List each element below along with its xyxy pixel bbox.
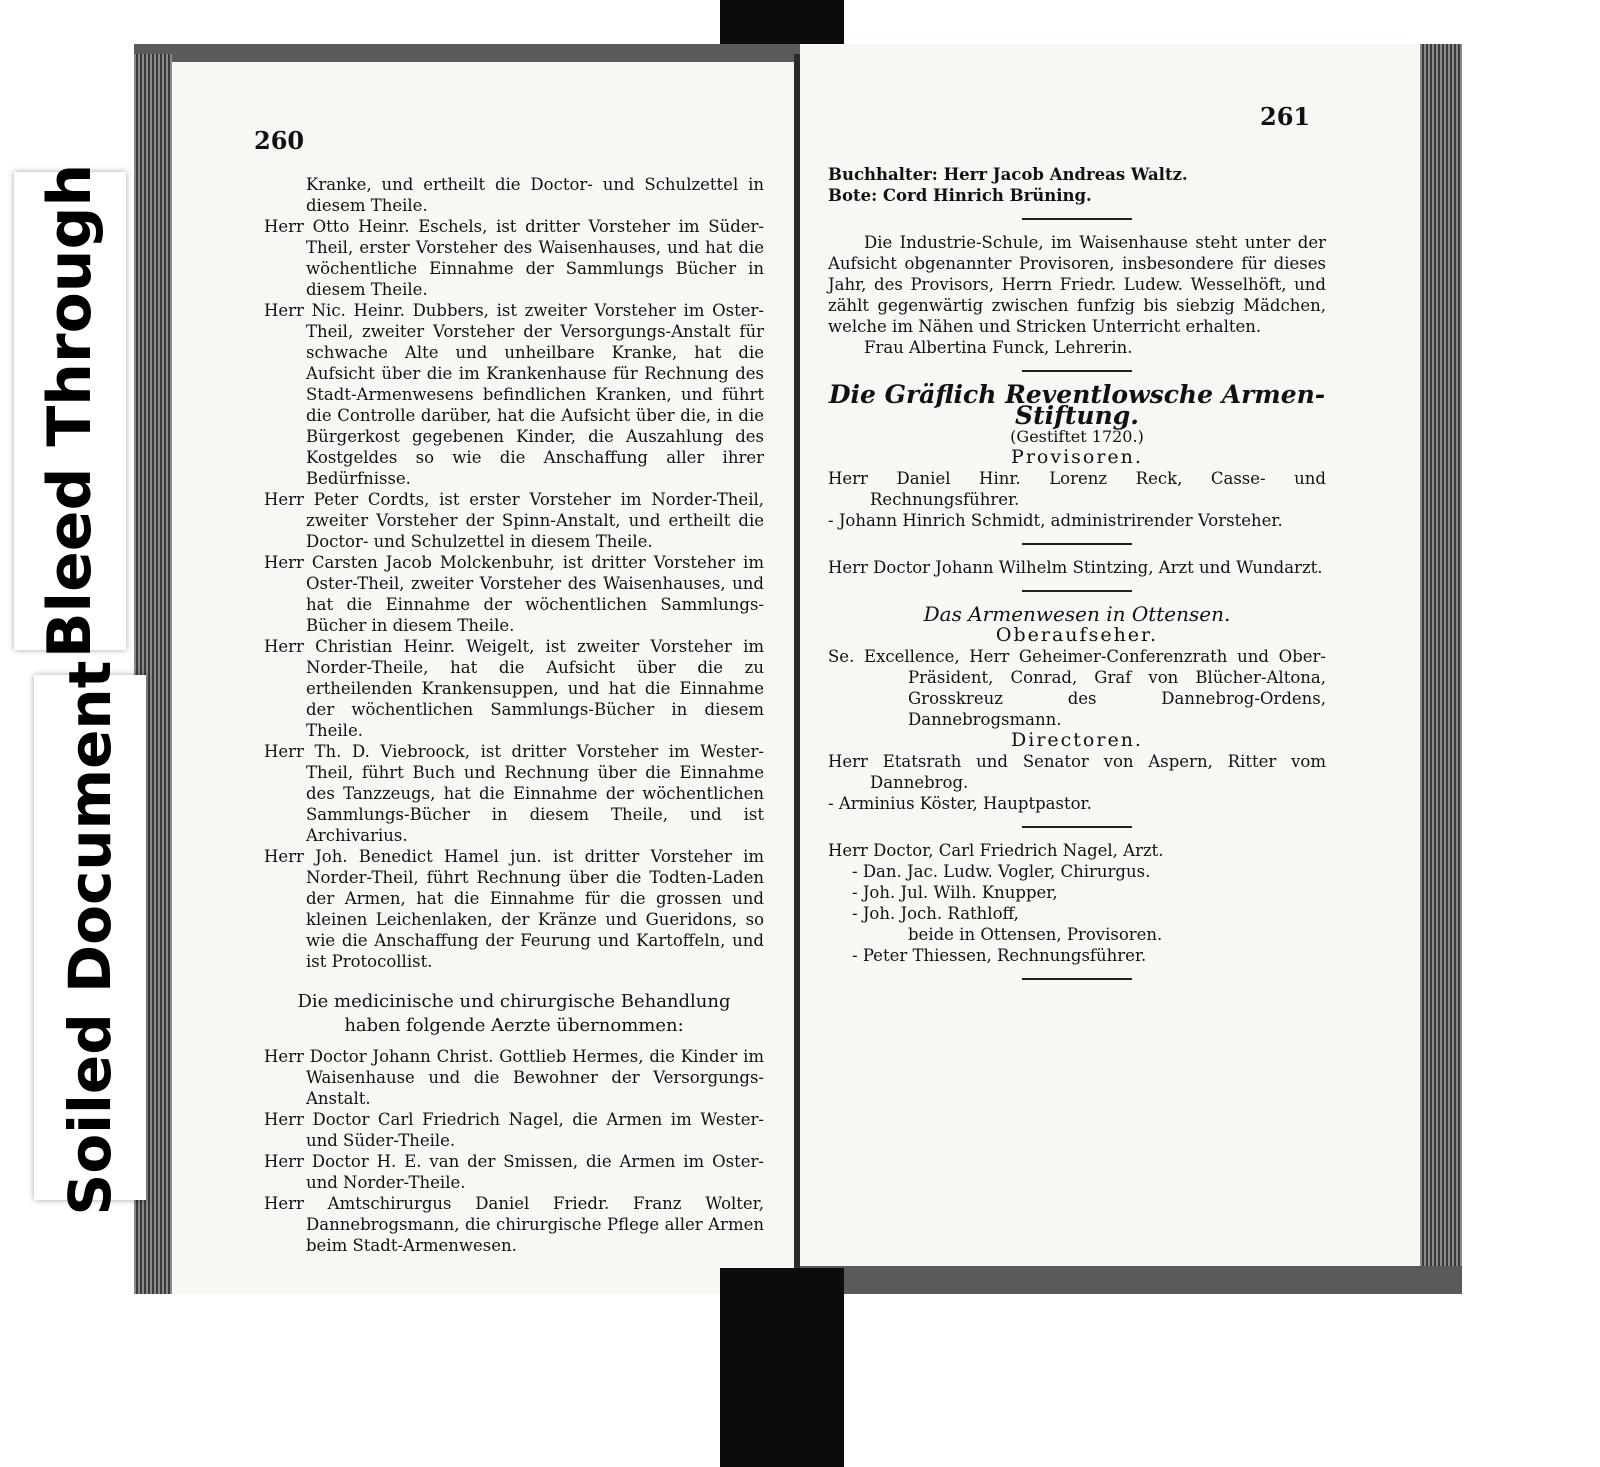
section-title-reventlow: Die Gräflich Reventlowsche Armen-Stiftung.	[828, 380, 1326, 430]
messenger-line: Bote: Cord Hinrich Brüning.	[828, 186, 1092, 205]
right-page-edges	[1420, 44, 1462, 1266]
divider-rule	[1022, 543, 1132, 545]
director-entry: - Arminius Köster, Hauptpastor.	[828, 794, 1092, 813]
bottom-black-strip	[720, 1268, 844, 1467]
divider-rule	[1022, 370, 1132, 372]
founded-date: (Gestiftet 1720.)	[1010, 427, 1144, 446]
entry-text: Herr Peter Cordts, ist erster Vorsteher im Norder-Theil, zweiter Vorsteher der Spinn-Anstalt, und ertheilt die Doctor- und Schulzettel in diesem Theile.	[264, 490, 764, 551]
staff-entry: - Joh. Jul. Wilh. Knupper,	[852, 883, 1058, 902]
soiled-document-label: Soiled Document	[56, 660, 124, 1215]
right-page-body	[828, 164, 1326, 992]
right-page	[800, 44, 1420, 1266]
teacher-line: Frau Albertina Funck, Lehrerin.	[864, 338, 1133, 357]
staff-entry: Herr Doctor, Carl Friedrich Nagel, Arzt.	[828, 841, 1164, 860]
staff-entry: - Dan. Jac. Ludw. Vogler, Chirurgus.	[852, 862, 1151, 881]
section-title-ottensen: Das Armenwesen in Ottensen.	[923, 602, 1231, 626]
provisor-entry: Herr Daniel Hinr. Lorenz Reck, Casse- und Rechnungsführer.	[828, 469, 1326, 509]
director-entry: Herr Etatsrath und Senator von Aspern, Ritter vom Dannebrog.	[828, 752, 1326, 792]
entry-text: Herr Th. D. Viebroock, ist dritter Vorsteher im Wester-Theil, führt Buch und Rechnung über die Einnahme des Tanzzeugs, hat die Einnahme der wöchentlichen Sammlungs-Bücher in diesem Theile, und ist Archivarius.	[264, 742, 764, 845]
heading-provisoren: Provisoren.	[1011, 446, 1143, 468]
physician-entry: Herr Amtschirurgus Daniel Friedr. Franz Wolter, Dannebrogsmann, die chirurgische Pflege aller Armen beim Stadt-Armenwesen.	[264, 1194, 764, 1255]
soiled-document-label-card	[34, 660, 146, 1215]
physician-entry: Herr Doctor Carl Friedrich Nagel, die Armen im Wester- und Süder-Theile.	[264, 1110, 764, 1150]
divider-rule	[1022, 590, 1132, 592]
staff-entry: - Peter Thiessen, Rechnungsführer.	[852, 946, 1147, 965]
left-page-number: 260	[254, 126, 305, 155]
physician-entry: Herr Doctor Johann Christ. Gottlieb Hermes, die Kinder im Waisenhause und die Bewohner der Versorgungs-Anstalt.	[264, 1047, 764, 1108]
entry-text: Herr Otto Heinr. Eschels, ist dritter Vorsteher im Süder-Theil, erster Vorsteher des Waisenhauses, und hat die wöchentliche Einnahme der Sammlungs Bücher in diesem Theile.	[264, 217, 764, 299]
divider-rule	[1022, 218, 1132, 220]
doctor-entry: Herr Doctor Johann Wilhelm Stintzing, Arzt und Wundarzt.	[828, 558, 1323, 577]
heading-directoren: Directoren.	[1011, 729, 1143, 751]
physician-entry: Herr Doctor H. E. van der Smissen, die Armen im Oster- und Norder-Theile.	[264, 1152, 764, 1192]
entry-text: Kranke, und ertheilt die Doctor- und Schulzettel in diesem Theile.	[306, 175, 764, 215]
divider-rule	[1022, 826, 1132, 828]
oberaufseher-entry: Se. Excellence, Herr Geheimer-Conferenzrath und Ober-Präsident, Conrad, Graf von Blücher-Altona, Grosskreuz des Dannebrog-Ordens, Dannebrogsmann.	[828, 647, 1326, 729]
industrie-schule-paragraph: Die Industrie-Schule, im Waisenhause steht unter der Aufsicht obgenannter Provisoren, insbesondere für dieses Jahr, des Provisors, Herrn Friedr. Ludew. Wesselhöft, und zählt gegenwärtig zwischen funfzig bis siebzig Mädchen, welche im Nähen und Stricken Unterricht erhalten.	[828, 233, 1326, 336]
left-page	[172, 62, 794, 1294]
provisor-entry: - Johann Hinrich Schmidt, administrirender Vorsteher.	[828, 511, 1283, 530]
right-page-number: 261	[1260, 102, 1311, 131]
physicians-intro: Die medicinische und chirurgische Behandlung haben folgende Aerzte übernommen:	[297, 991, 731, 1036]
heading-oberaufseher: Oberaufseher.	[995, 624, 1159, 646]
entry-text: Herr Joh. Benedict Hamel jun. ist dritter Vorsteher im Norder-Theil, führt Rechnung über die Todten-Laden der Armen, hat die Einnahme für die grossen und kleinen Leichenlaken, der Kränze und Gueridons, so wie die Anschaffung der Feurung und Kartoffeln, und ist Protocollist.	[264, 847, 764, 971]
divider-rule	[1022, 978, 1132, 980]
bookkeeper-line: Buchhalter: Herr Jacob Andreas Waltz.	[828, 165, 1188, 184]
entry-text: Herr Carsten Jacob Molckenbuhr, ist dritter Vorsteher im Oster-Theil, zweiter Vorsteher des Waisenhauses, und hat die Einnahme der wöchentlichen Sammlungs-Bücher in diesem Theile.	[264, 553, 764, 635]
bleed-through-label-card	[14, 163, 126, 659]
staff-entry: beide in Ottensen, Provisoren.	[908, 925, 1163, 944]
staff-entry: - Joh. Joch. Rathloff,	[852, 904, 1019, 923]
bleed-through-label: Bleed Through	[35, 163, 105, 659]
entry-text: Herr Christian Heinr. Weigelt, ist zweiter Vorsteher im Norder-Theile, hat die Aufsicht über die zu ertheilenden Krankensuppen, und hat die Einnahme der wöchentlichen Sammlungs-Bücher in diesem Theile.	[264, 637, 764, 740]
entry-text: Herr Nic. Heinr. Dubbers, ist zweiter Vorsteher im Oster-Theil, zweiter Vorsteher der Versorgungs-Anstalt für schwache Alte und unheilbare Kranke, hat die Aufsicht über die im Krankenhause für Rechnung des Stadt-Armenwesens befindlichen Kranken, und führt die Controlle darüber, hat die Aufsicht über die, in die Bürgerkost gegebenen Kinder, die Auszahlung des Kostgeldes so wie die Anschaffung aller ihrer Bedürfnisse.	[264, 301, 764, 488]
left-page-body	[264, 174, 764, 1256]
open-book	[134, 44, 1462, 1294]
